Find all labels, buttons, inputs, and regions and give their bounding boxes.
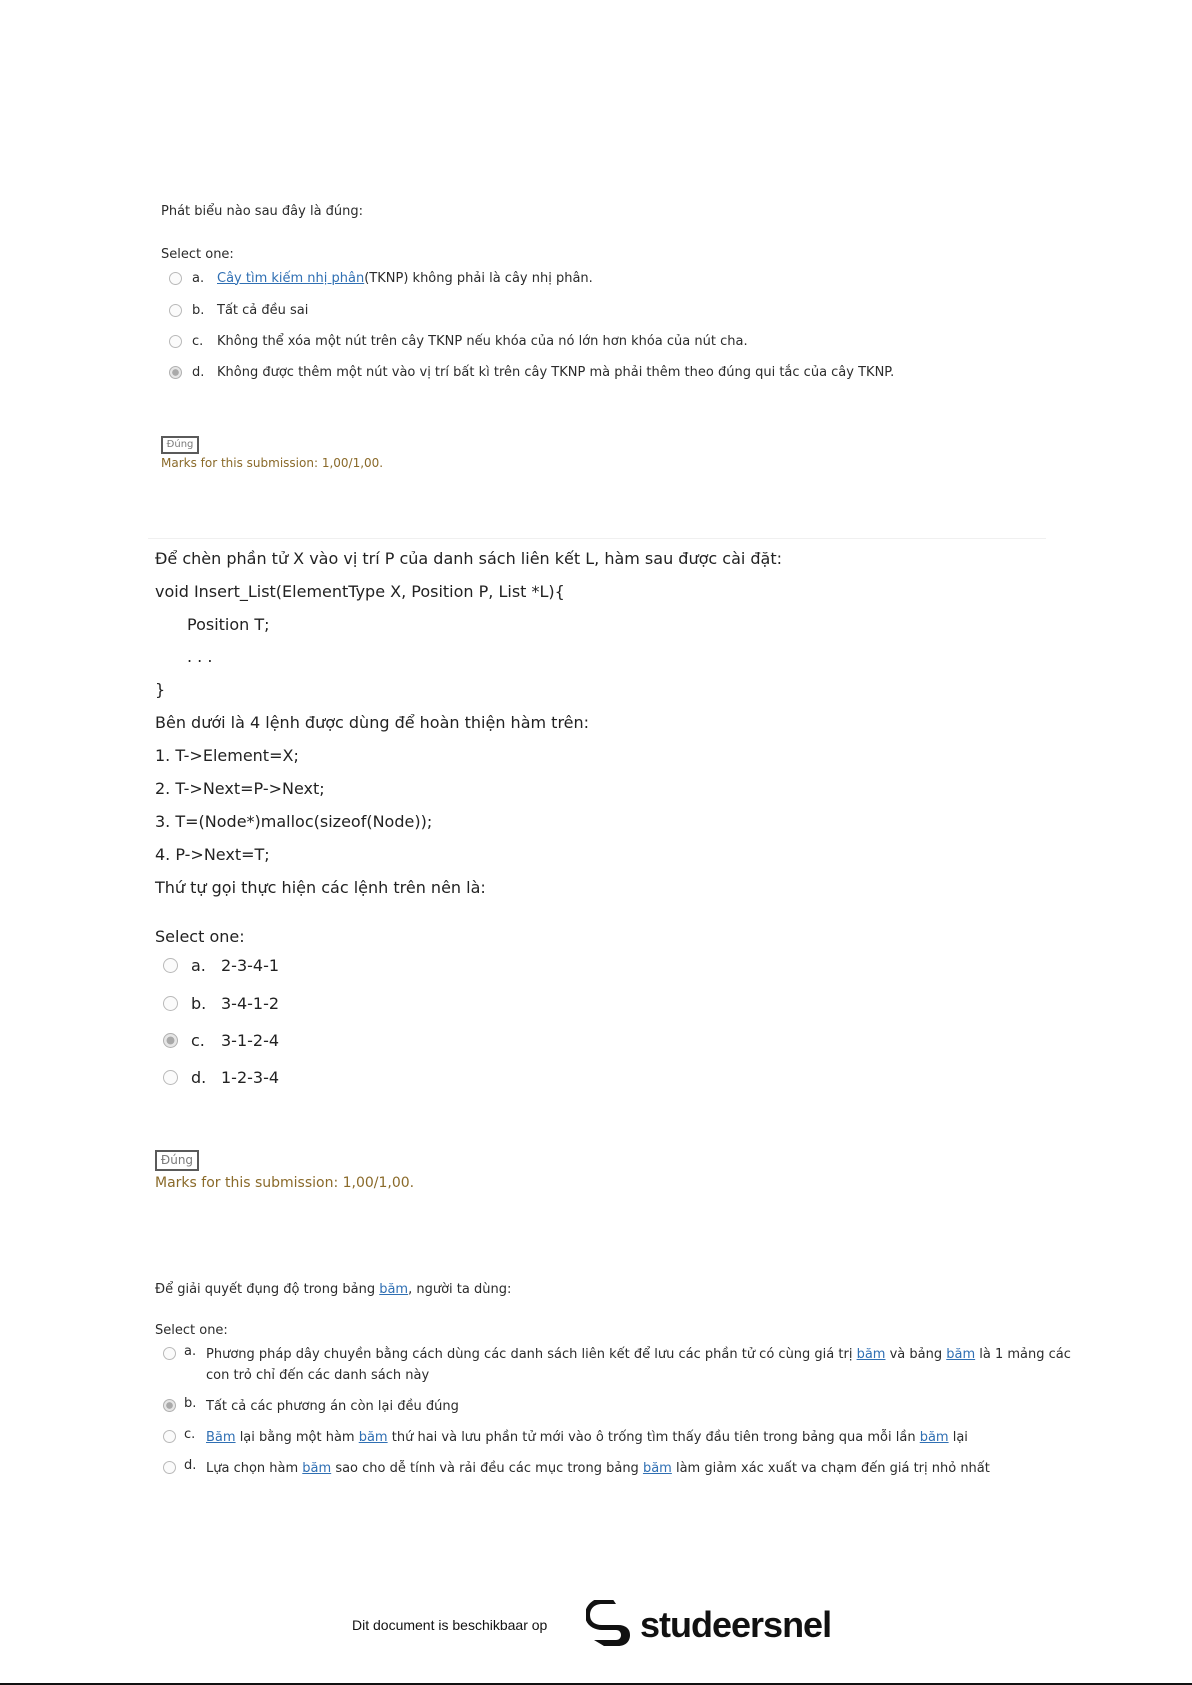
footer-text: Dit document is beschikbaar op xyxy=(352,1617,548,1633)
question-2-prompt: Thứ tự gọi thực hiện các lệnh trên nên là: xyxy=(155,878,486,897)
question-3-text: Để giải quyết đụng độ trong bảng băm, người ta dùng: xyxy=(155,1282,512,1297)
radio-button[interactable] xyxy=(163,1070,178,1085)
radio-button-selected[interactable] xyxy=(163,1399,176,1412)
radio-button[interactable] xyxy=(163,1347,176,1360)
radio-button[interactable] xyxy=(169,335,182,348)
select-one-label: Select one: xyxy=(155,1323,228,1338)
option-text: 2-3-4-1 xyxy=(221,955,280,975)
question-1-text: Phát biểu nào sau đây là đúng: xyxy=(161,204,364,219)
radio-button[interactable] xyxy=(163,1430,176,1443)
glossary-link[interactable]: băm xyxy=(379,1282,409,1297)
statement-4: 4. P->Next=T; xyxy=(155,845,270,864)
option-text: Tất cả các phương án còn lại đều đúng xyxy=(206,1399,459,1414)
glossary-link[interactable]: băm xyxy=(642,1461,672,1476)
code-line: . . . xyxy=(187,647,213,666)
code-line: Position T; xyxy=(187,615,270,634)
option-text: 3-1-2-4 xyxy=(221,1030,280,1050)
marks-text: Marks for this submission: 1,00/1,00. xyxy=(161,456,384,470)
option-letter: d. xyxy=(184,1458,197,1473)
correct-badge: Đúng xyxy=(155,1150,199,1171)
option-letter: a. xyxy=(192,270,205,286)
option-letter: c. xyxy=(191,1030,205,1050)
radio-button[interactable] xyxy=(163,996,178,1011)
option-text: 1-2-3-4 xyxy=(221,1067,280,1087)
radio-button-selected[interactable] xyxy=(169,366,182,379)
option-letter: b. xyxy=(192,302,205,318)
glossary-link[interactable]: băm xyxy=(946,1347,976,1362)
option-a[interactable] xyxy=(163,954,279,976)
statement-2: 2. T->Next=P->Next; xyxy=(155,779,325,798)
option-a[interactable] xyxy=(163,1344,1071,1386)
option-letter: d. xyxy=(191,1067,207,1087)
radio-button[interactable] xyxy=(169,272,182,285)
option-letter: d. xyxy=(192,364,205,380)
option-a[interactable] xyxy=(169,268,593,288)
option-d[interactable] xyxy=(169,362,894,382)
correct-badge: Đúng xyxy=(161,436,199,454)
studeersnel-logo[interactable] xyxy=(586,1600,831,1650)
code-line: } xyxy=(155,680,166,699)
option-letter: a. xyxy=(191,955,206,975)
option-b[interactable] xyxy=(163,992,279,1014)
select-one-label: Select one: xyxy=(155,927,245,946)
question-2-text: Để chèn phần tử X vào vị trí P của danh sách liên kết L, hàm sau được cài đặt: xyxy=(155,549,783,568)
glossary-link[interactable]: băm xyxy=(856,1347,886,1362)
option-text: Tất cả đều sai xyxy=(217,302,309,318)
option-text: Phương pháp dây chuyền bằng cách dùng các danh sách liên kết để lưu các phần tử có cùng giá trị băm và bảng băm là 1 mảng các con trỏ chỉ đến các danh sách này xyxy=(206,1347,1071,1383)
option-letter: b. xyxy=(184,1396,197,1411)
marks-text: Marks for this submission: 1,00/1,00. xyxy=(155,1175,415,1191)
option-text: (TKNP) không phải là cây nhị phân. xyxy=(364,270,593,286)
select-one-label: Select one: xyxy=(161,247,234,262)
option-text: Lựa chọn hàm băm sao cho dễ tính và rải đều các mục trong bảng băm làm giảm xác xuất va chạm đến giá trị nhỏ nhất xyxy=(206,1461,990,1476)
option-c[interactable] xyxy=(169,331,748,351)
option-text: Không thể xóa một nút trên cây TKNP nếu khóa của nó lớn hơn khóa của nút cha. xyxy=(217,333,748,349)
glossary-link[interactable]: Cây tìm kiếm nhị phân xyxy=(217,270,365,286)
code-line: void Insert_List(ElementType X, Position P, List *L){ xyxy=(155,582,565,601)
statement-1: 1. T->Element=X; xyxy=(155,746,299,765)
studeersnel-logo-icon xyxy=(586,1600,634,1650)
radio-button[interactable] xyxy=(169,304,182,317)
glossary-link[interactable]: băm xyxy=(919,1430,949,1445)
radio-button[interactable] xyxy=(163,1461,176,1474)
option-letter: a. xyxy=(184,1344,197,1359)
option-letter: c. xyxy=(192,333,204,349)
glossary-link[interactable]: băm xyxy=(302,1461,332,1476)
option-text: Không được thêm một nút vào vị trí bất kì trên cây TKNP mà phải thêm theo đúng qui tắc của cây TKNP. xyxy=(217,364,895,380)
glossary-link[interactable]: Băm xyxy=(206,1430,236,1445)
radio-button-selected[interactable] xyxy=(163,1033,178,1048)
option-letter: b. xyxy=(191,993,207,1013)
statement-3: 3. T=(Node*)malloc(sizeof(Node)); xyxy=(155,812,433,831)
brand-name: studeersnel xyxy=(640,1604,832,1645)
option-b[interactable] xyxy=(169,300,308,320)
option-text: Băm lại bằng một hàm băm thứ hai và lưu phần tử mới vào ô trống tìm thấy đầu tiên trong bảng qua mỗi lần băm lại xyxy=(206,1430,968,1445)
option-letter: c. xyxy=(184,1427,196,1442)
option-d[interactable] xyxy=(163,1066,279,1088)
divider xyxy=(148,538,1046,539)
question-2-text: Bên dưới là 4 lệnh được dùng để hoàn thiện hàm trên: xyxy=(155,713,590,732)
option-text: 3-4-1-2 xyxy=(221,993,280,1013)
glossary-link[interactable]: băm xyxy=(358,1430,388,1445)
radio-button[interactable] xyxy=(163,958,178,973)
option-c[interactable] xyxy=(163,1029,279,1051)
